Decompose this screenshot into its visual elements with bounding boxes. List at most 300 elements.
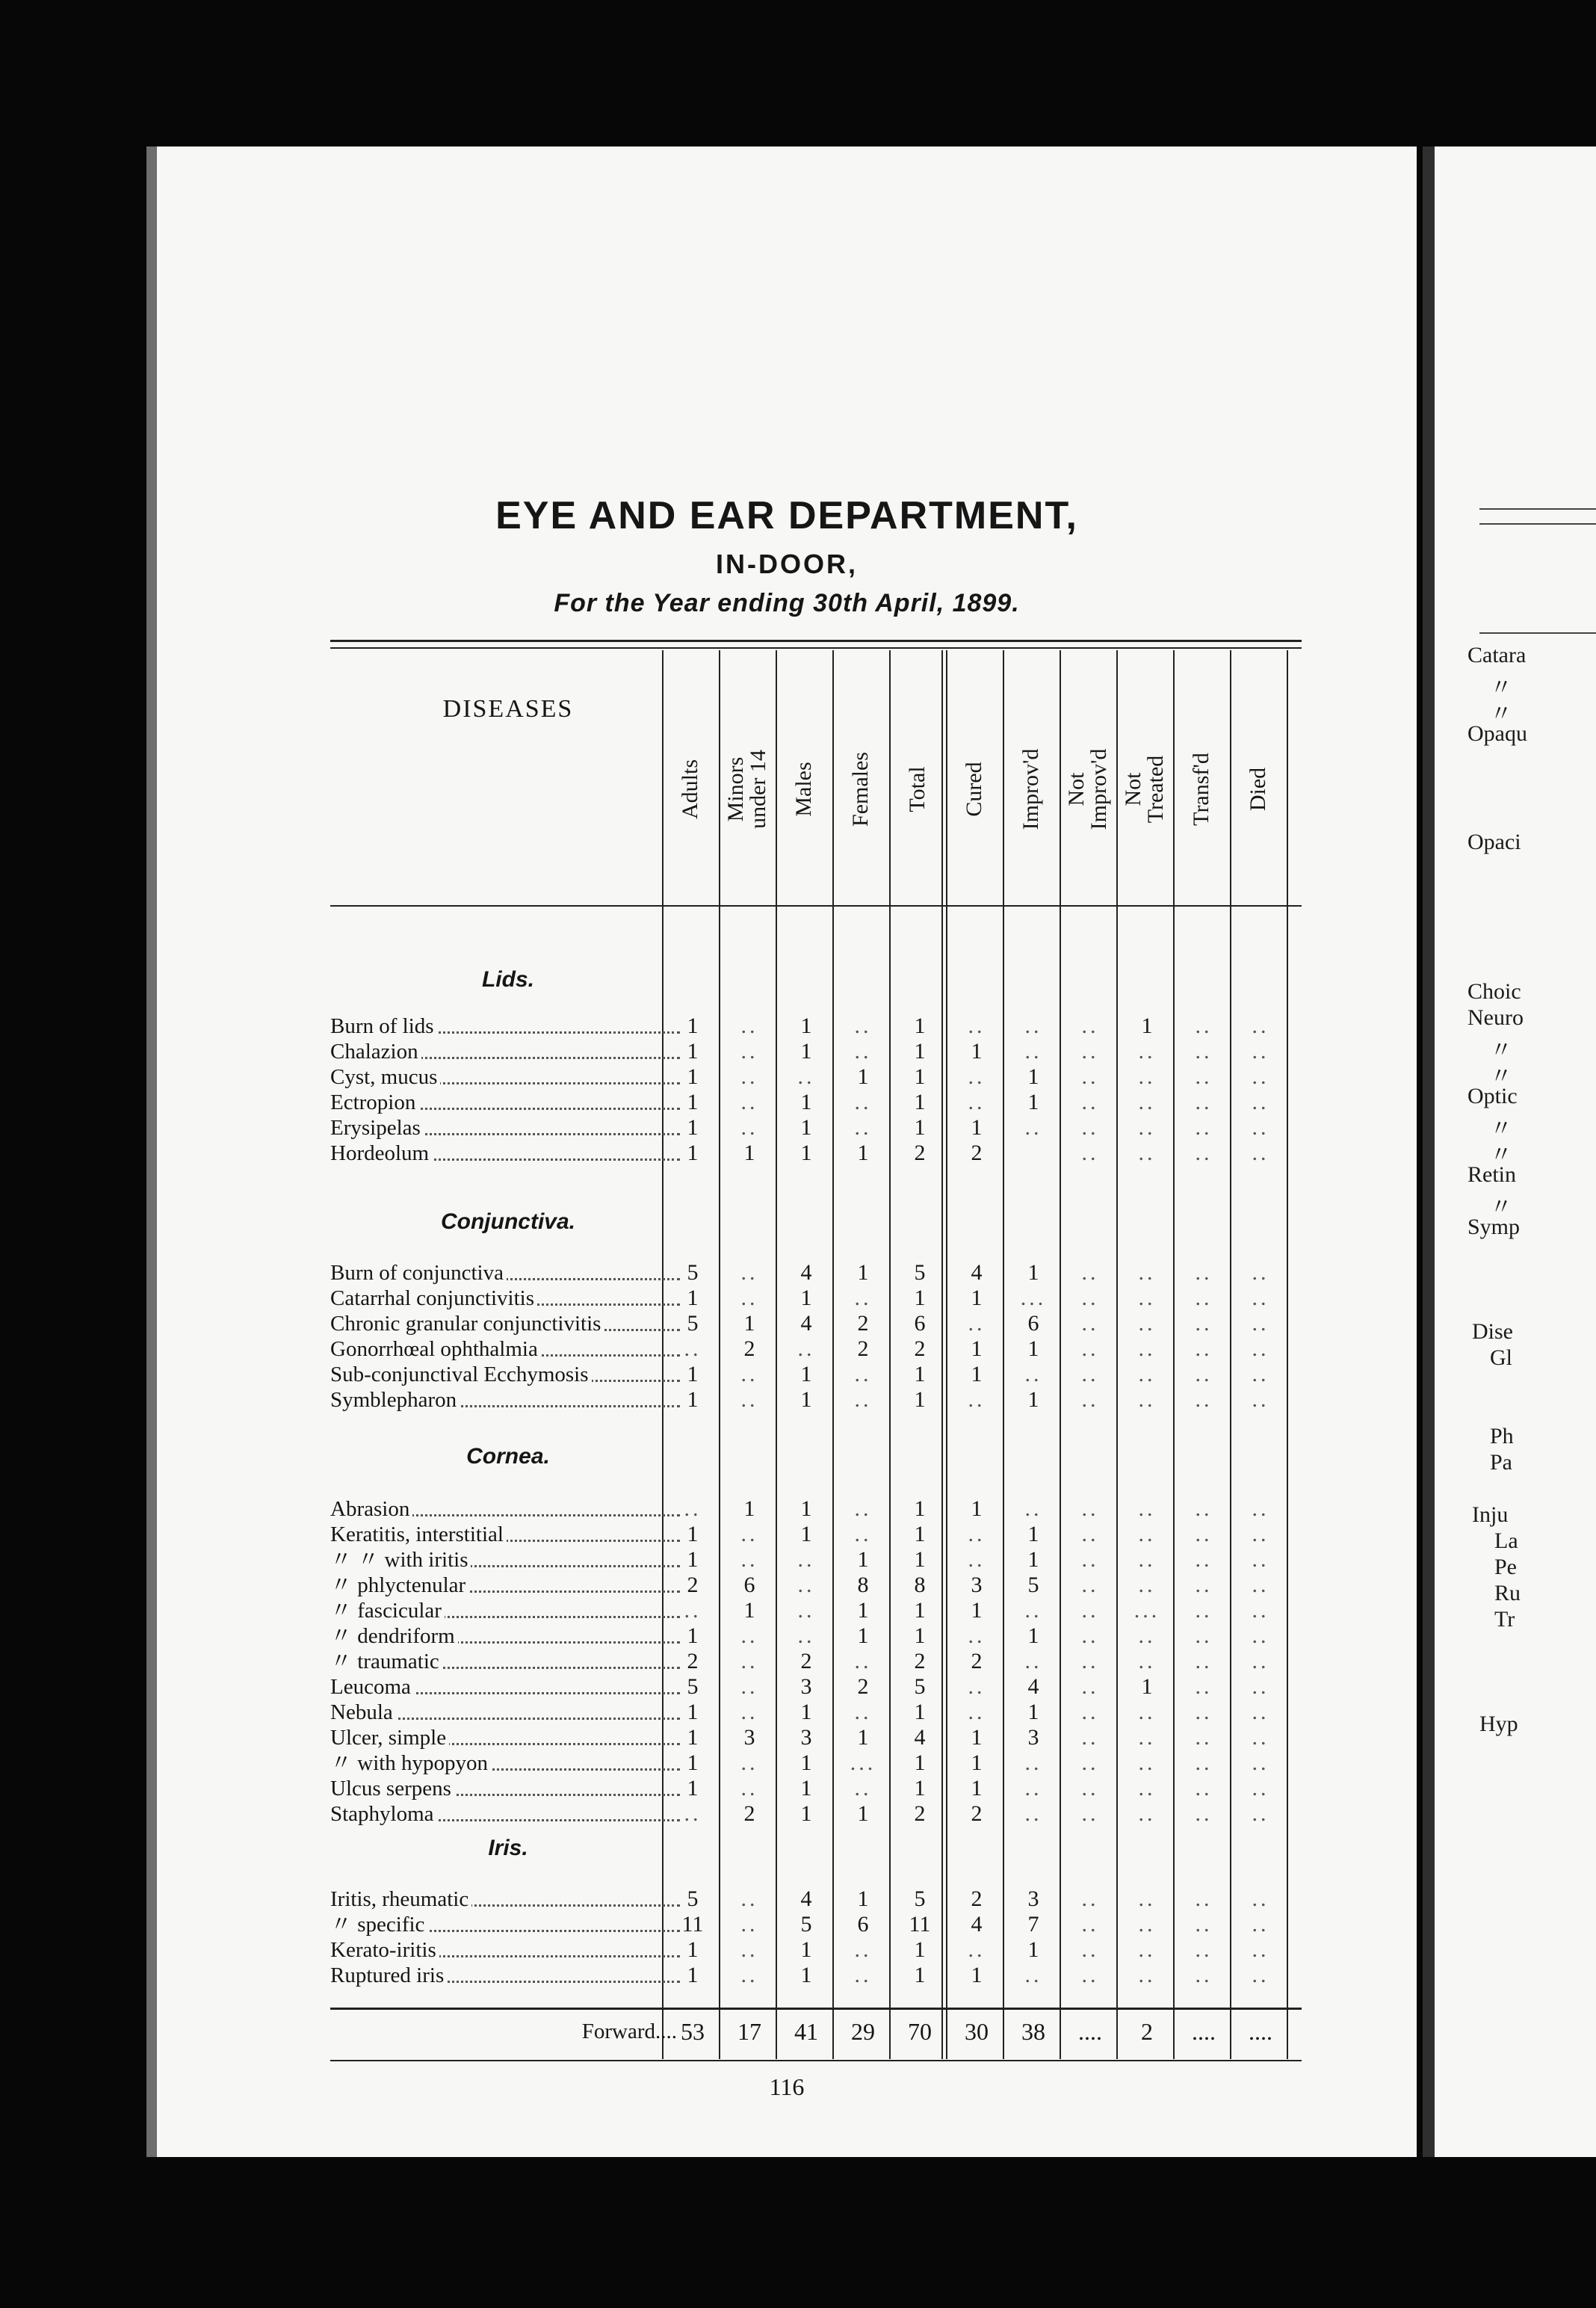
table-cell: 1	[743, 1141, 755, 1165]
table-cell: 1	[857, 1141, 869, 1165]
table-cell: 2	[743, 1336, 755, 1361]
table-cell: 1	[1027, 1547, 1039, 1572]
table-cell: ..	[1252, 1260, 1269, 1285]
table-cell: ..	[1138, 1090, 1156, 1114]
table-cell: ..	[1195, 1496, 1213, 1521]
disease-label: Keratitis, interstitial	[330, 1522, 507, 1546]
disease-name	[330, 1700, 686, 1725]
disease-name	[330, 1725, 686, 1750]
column-header-label: Minors under 14	[723, 750, 770, 829]
table-row	[330, 1937, 1302, 1963]
table-row	[330, 1260, 1302, 1286]
table-cell	[1006, 1141, 1061, 1166]
disease-name	[330, 1573, 686, 1598]
facing-page-text: Opaci	[1467, 830, 1521, 854]
table-cell: ..	[740, 1700, 758, 1724]
table-cell: 1	[800, 1013, 812, 1038]
disease-label: Ectropion	[330, 1090, 418, 1114]
disease-label: Chalazion	[330, 1040, 421, 1064]
table-cell: 1	[971, 1336, 983, 1361]
table-cell: ..	[1195, 1912, 1213, 1937]
table-cell: ..	[1252, 1013, 1269, 1038]
table-cell: ..	[1138, 1937, 1156, 1962]
table-cell: 1	[800, 1387, 812, 1412]
table-cell: 1	[914, 1547, 926, 1572]
table-cell: ..	[1252, 1750, 1269, 1775]
table-cell: 5	[1027, 1573, 1039, 1597]
table-cell: ..	[1024, 1750, 1042, 1775]
table-cell: ..	[1138, 1623, 1156, 1648]
table-cell: 1	[743, 1311, 755, 1336]
table-cell: ..	[1195, 1141, 1213, 1165]
table-cell: 1	[914, 1963, 926, 1987]
disease-name	[330, 1801, 686, 1827]
table-cell: ..	[1138, 1387, 1156, 1412]
table-cell: 1	[687, 1387, 699, 1412]
table-row	[330, 1039, 1302, 1064]
table-cell: ..	[1081, 1387, 1099, 1412]
table-cell: ..	[1252, 1886, 1269, 1911]
table-cell: ..	[1195, 1286, 1213, 1310]
table-cell: ..	[1138, 1573, 1156, 1597]
table-cell: 1	[800, 1522, 812, 1546]
disease-label: Leucoma	[330, 1675, 414, 1699]
table-cell: ..	[1252, 1090, 1269, 1114]
table-cell: ..	[684, 1336, 702, 1361]
table-cell: ..	[1195, 1725, 1213, 1750]
table-cell: ..	[740, 1090, 758, 1114]
table-cell: 2	[914, 1649, 926, 1673]
table-cell: 2	[857, 1336, 869, 1361]
table-cell: 5	[800, 1912, 812, 1937]
table-cell: ..	[684, 1801, 702, 1826]
table-cell: ..	[1195, 1649, 1213, 1673]
table-cell: ..	[1081, 1311, 1099, 1336]
table-cell: 1	[1141, 1674, 1153, 1699]
table-cell: ..	[1081, 1700, 1099, 1724]
table-cell: 1	[800, 1801, 812, 1826]
table-cell: 1	[1027, 1090, 1039, 1114]
table-cell: 1	[1027, 1064, 1039, 1089]
table-cell: ..	[1195, 1090, 1213, 1114]
forward-cell: 53	[681, 2018, 705, 2045]
table-cell: ..	[740, 1937, 758, 1962]
table-cell: ..	[1195, 1039, 1213, 1064]
table-cell: 1	[914, 1013, 926, 1038]
table-cell: ..	[1138, 1064, 1156, 1089]
table-cell: ..	[854, 1362, 872, 1386]
disease-label: Symblepharon	[330, 1388, 460, 1412]
table-cell: 3	[1027, 1886, 1039, 1911]
table-cell: ..	[740, 1522, 758, 1546]
table-cell: 2	[971, 1886, 983, 1911]
disease-label: 〃 dendriform	[330, 1624, 458, 1648]
forward-cell: 30	[965, 2018, 989, 2045]
table-cell: 1	[800, 1115, 812, 1140]
table-rule	[330, 2060, 1302, 2061]
facing-page-rule	[1479, 632, 1596, 634]
table-cell: ..	[854, 1387, 872, 1412]
facing-page-text: Hyp	[1479, 1712, 1518, 1736]
table-cell: ..	[1138, 1725, 1156, 1750]
table-cell: ..	[1252, 1547, 1269, 1572]
table-cell: 6	[1027, 1311, 1039, 1336]
disease-name	[330, 1496, 686, 1522]
table-cell: ..	[968, 1387, 986, 1412]
section-title: Lids.	[481, 967, 534, 992]
table-cell: 2	[914, 1801, 926, 1826]
disease-label: Gonorrhœal ophthalmia	[330, 1337, 541, 1361]
forward-cell: ....	[1192, 2018, 1216, 2045]
table-row	[330, 1387, 1302, 1413]
table-cell: ..	[1138, 1115, 1156, 1140]
table-row	[330, 1547, 1302, 1573]
table-cell: ..	[1252, 1387, 1269, 1412]
table-cell: 1	[1027, 1260, 1039, 1285]
table-cell: ..	[854, 1700, 872, 1724]
table-cell: ..	[854, 1496, 872, 1521]
table-cell: ..	[1195, 1963, 1213, 1987]
disease-label: 〃 specific	[330, 1913, 427, 1937]
table-cell: ..	[1252, 1623, 1269, 1648]
table-cell: ..	[1081, 1801, 1099, 1826]
table-cell: ..	[854, 1286, 872, 1310]
table-cell: ..	[1024, 1801, 1042, 1826]
table-cell: ..	[1081, 1496, 1099, 1521]
forward-row	[330, 2019, 1302, 2044]
table-cell: 1	[800, 1496, 812, 1521]
table-cell: ..	[1138, 1750, 1156, 1775]
table-row	[330, 1886, 1302, 1912]
table-cell: 1	[687, 1064, 699, 1089]
table-cell: ..	[968, 1013, 986, 1038]
table-cell: ..	[740, 1750, 758, 1775]
disease-label: Burn of lids	[330, 1014, 437, 1038]
table-cell: ..	[797, 1547, 815, 1572]
table-cell: ..	[1138, 1776, 1156, 1801]
column-header-label: Males	[791, 762, 816, 817]
table-cell: ..	[797, 1336, 815, 1361]
table-cell: 1	[857, 1725, 869, 1750]
table-cell: ..	[1252, 1598, 1269, 1623]
disease-label: 〃 〃 with iritis	[330, 1548, 471, 1572]
disease-name	[330, 1336, 686, 1362]
table-cell: ..	[1081, 1623, 1099, 1648]
table-cell: ..	[740, 1623, 758, 1648]
table-cell: 1	[857, 1801, 869, 1826]
table-cell: 8	[914, 1573, 926, 1597]
forward-cell: ....	[1249, 2018, 1272, 2045]
section-title: Conjunctiva.	[440, 1209, 575, 1234]
table-cell: 1	[800, 1090, 812, 1114]
document-page	[146, 146, 1417, 2157]
table-cell: 11	[681, 1912, 704, 1937]
table-cell: 5	[914, 1260, 926, 1285]
disease-name	[330, 1937, 686, 1963]
disease-label: Ulcus serpens	[330, 1777, 454, 1801]
table-cell: 1	[800, 1963, 812, 1987]
table-cell: 1	[914, 1496, 926, 1521]
table-cell: 1	[914, 1598, 926, 1623]
table-cell: 3	[743, 1725, 755, 1750]
table-cell: 1	[914, 1750, 926, 1775]
table-cell: 1	[800, 1141, 812, 1165]
facing-page-text: Ph	[1490, 1424, 1514, 1448]
table-cell: 1	[743, 1598, 755, 1623]
table-cell: 1	[687, 1286, 699, 1310]
table-cell: ..	[1024, 1362, 1042, 1386]
table-cell: ..	[1138, 1649, 1156, 1673]
table-cell: ..	[797, 1573, 815, 1597]
table-cell: 1	[971, 1598, 983, 1623]
table-cell: ...	[1020, 1286, 1047, 1310]
table-cell: ..	[740, 1387, 758, 1412]
table-cell: ..	[1081, 1336, 1099, 1361]
table-rule	[330, 640, 1302, 642]
facing-page-text: 〃	[1490, 1143, 1512, 1167]
table-cell: ..	[1081, 1547, 1099, 1572]
table-cell: 1	[800, 1362, 812, 1386]
table-cell: 4	[800, 1260, 812, 1285]
table-cell: ..	[740, 1064, 758, 1089]
table-cell: ..	[1081, 1573, 1099, 1597]
page-subtitle: IN-DOOR,	[716, 549, 858, 579]
table-cell: ..	[1252, 1801, 1269, 1826]
table-row	[330, 1750, 1302, 1776]
forward-cell: 17	[737, 2018, 761, 2045]
table-row	[330, 1725, 1302, 1750]
table-cell: 1	[687, 1776, 699, 1801]
table-row	[330, 1064, 1302, 1090]
table-rule	[330, 2008, 1302, 2010]
table-cell: 1	[687, 1623, 699, 1648]
table-cell: ..	[1252, 1522, 1269, 1546]
table-cell: 1	[857, 1598, 869, 1623]
disease-label: Burn of conjunctiva	[330, 1261, 507, 1285]
table-cell: 4	[800, 1311, 812, 1336]
table-cell: ..	[968, 1623, 986, 1648]
disease-name	[330, 1141, 686, 1166]
table-cell: 1	[1141, 1013, 1153, 1038]
facing-page-text: Gl	[1490, 1345, 1512, 1370]
table-cell: ..	[1195, 1387, 1213, 1412]
facing-page-text: Dise	[1472, 1319, 1513, 1344]
table-cell: ...	[1133, 1598, 1160, 1623]
table-cell: ..	[740, 1362, 758, 1386]
table-cell: ..	[1195, 1362, 1213, 1386]
table-cell: ..	[854, 1090, 872, 1114]
disease-name	[330, 1115, 686, 1141]
disease-name	[330, 1387, 686, 1413]
table-cell: ..	[1138, 1039, 1156, 1064]
table-row	[330, 1801, 1302, 1827]
diseases-table	[330, 640, 1302, 2082]
table-rule	[330, 647, 1302, 649]
column-header-label: Females	[848, 752, 873, 827]
forward-cell: 70	[908, 2018, 932, 2045]
table-cell: ..	[1252, 1115, 1269, 1140]
disease-name	[330, 1090, 686, 1115]
table-cell: ..	[1081, 1725, 1099, 1750]
table-cell: 1	[800, 1937, 812, 1962]
table-row	[330, 1674, 1302, 1700]
year-line: For the Year ending 30th April, 1899.	[554, 589, 1020, 617]
table-cell: 1	[800, 1039, 812, 1064]
table-cell: ..	[854, 1115, 872, 1140]
column-header-label: Died	[1246, 767, 1270, 812]
facing-page-text: Pe	[1494, 1555, 1517, 1579]
table-cell: ..	[1252, 1336, 1269, 1361]
disease-name	[330, 1286, 686, 1311]
table-cell: ..	[1138, 1336, 1156, 1361]
disease-label: Catarrhal conjunctivitis	[330, 1286, 537, 1310]
table-cell: 3	[1027, 1725, 1039, 1750]
table-cell: ..	[740, 1912, 758, 1937]
table-cell: ..	[1081, 1886, 1099, 1911]
table-cell: ..	[968, 1700, 986, 1724]
table-cell: 1	[857, 1260, 869, 1285]
forward-cell: 38	[1021, 2018, 1045, 2045]
table-cell: ..	[1252, 1286, 1269, 1310]
table-cell: 2	[857, 1674, 869, 1699]
disease-label: Cyst, mucus	[330, 1065, 440, 1089]
column-header-label: Adults	[678, 759, 702, 820]
forward-cell: 29	[851, 2018, 875, 2045]
table-cell: ..	[1081, 1141, 1099, 1165]
table-cell: 1	[971, 1286, 983, 1310]
facing-page-text: Neuro	[1467, 1005, 1524, 1030]
table-cell: 4	[1027, 1674, 1039, 1699]
table-cell: ...	[850, 1750, 876, 1775]
facing-page-edge	[1423, 146, 1596, 2157]
table-cell: 1	[914, 1522, 926, 1546]
disease-label: Iritis, rheumatic	[330, 1887, 471, 1911]
table-cell: ..	[1252, 1937, 1269, 1962]
table-cell: ..	[1081, 1115, 1099, 1140]
table-cell: ..	[1195, 1750, 1213, 1775]
table-cell: ..	[854, 1039, 872, 1064]
table-cell: ..	[1252, 1362, 1269, 1386]
section-title: Iris.	[488, 1836, 528, 1860]
table-cell: ..	[1081, 1522, 1099, 1546]
table-row	[330, 1362, 1302, 1387]
facing-page-text: 〃	[1490, 1195, 1512, 1220]
table-cell: 5	[687, 1886, 699, 1911]
disease-name	[330, 1963, 686, 1988]
table-cell: ..	[1252, 1496, 1269, 1521]
table-cell: ..	[1138, 1286, 1156, 1310]
table-row	[330, 1623, 1302, 1649]
table-cell: 1	[914, 1039, 926, 1064]
column-header-label: Not Improv'd	[1064, 748, 1111, 830]
table-cell: 5	[914, 1674, 926, 1699]
table-cell: 1	[971, 1725, 983, 1750]
table-cell: 4	[971, 1912, 983, 1937]
table-cell: 1	[687, 1141, 699, 1165]
facing-page-text: Optic	[1467, 1084, 1518, 1108]
table-cell: ..	[740, 1115, 758, 1140]
table-cell: 1	[1027, 1700, 1039, 1724]
table-cell: 5	[914, 1886, 926, 1911]
table-cell: 1	[1027, 1522, 1039, 1546]
table-row	[330, 1311, 1302, 1336]
table-row	[330, 1912, 1302, 1937]
table-cell: ..	[1138, 1141, 1156, 1165]
table-cell: 5	[687, 1260, 699, 1285]
table-cell: ..	[1081, 1039, 1099, 1064]
table-cell: ..	[1195, 1776, 1213, 1801]
disease-name	[330, 1776, 686, 1801]
table-cell: 3	[800, 1725, 812, 1750]
table-cell: 2	[971, 1801, 983, 1826]
table-cell: 4	[914, 1725, 926, 1750]
table-row	[330, 1649, 1302, 1674]
table-rule	[330, 905, 1302, 907]
column-header-label: Total	[905, 766, 930, 812]
table-cell: ..	[1081, 1776, 1099, 1801]
facing-page-text: Pa	[1490, 1450, 1512, 1475]
table-cell: ..	[1195, 1674, 1213, 1699]
table-cell: 1	[914, 1362, 926, 1386]
disease-label: 〃 phlyctenular	[330, 1573, 468, 1597]
table-cell: ..	[1138, 1700, 1156, 1724]
table-cell: 1	[1027, 1387, 1039, 1412]
table-cell: ..	[1252, 1700, 1269, 1724]
table-cell: 6	[857, 1912, 869, 1937]
table-cell: ..	[854, 1522, 872, 1546]
disease-name	[330, 1649, 686, 1674]
table-cell: 6	[743, 1573, 755, 1597]
table-cell: ..	[1195, 1598, 1213, 1623]
table-cell: ..	[1252, 1649, 1269, 1673]
disease-name	[330, 1064, 686, 1090]
table-cell: 5	[687, 1674, 699, 1699]
table-cell: ..	[740, 1776, 758, 1801]
table-cell: 1	[914, 1064, 926, 1089]
disease-name	[330, 1623, 686, 1649]
disease-label: 〃 fascicular	[330, 1599, 445, 1623]
table-cell: 1	[971, 1496, 983, 1521]
table-cell: ..	[1252, 1776, 1269, 1801]
table-row	[330, 1013, 1302, 1039]
disease-name	[330, 1598, 686, 1623]
facing-page-text: Ru	[1494, 1581, 1521, 1605]
column-header-label: Cured	[962, 762, 986, 817]
table-cell: ..	[1138, 1311, 1156, 1336]
table-cell: 1	[687, 1090, 699, 1114]
table-cell: ..	[1081, 1286, 1099, 1310]
disease-label: Erysipelas	[330, 1116, 424, 1140]
table-row	[330, 1115, 1302, 1141]
disease-name	[330, 1311, 686, 1336]
table-cell: ..	[968, 1090, 986, 1114]
table-row	[330, 1700, 1302, 1725]
table-cell: 6	[914, 1311, 926, 1336]
table-cell: 1	[687, 1115, 699, 1140]
facing-page-text: Inju	[1472, 1502, 1509, 1527]
table-cell: ..	[740, 1649, 758, 1673]
table-cell: 1	[1027, 1336, 1039, 1361]
table-cell: ..	[797, 1598, 815, 1623]
table-cell: ..	[1195, 1700, 1213, 1724]
table-cell: ..	[1252, 1064, 1269, 1089]
table-cell: 2	[800, 1649, 812, 1673]
table-cell: ..	[968, 1311, 986, 1336]
table-row	[330, 1963, 1302, 1988]
table-cell: ..	[1024, 1649, 1042, 1673]
diseases-header: DISEASES	[442, 695, 574, 723]
disease-name	[330, 1912, 686, 1937]
